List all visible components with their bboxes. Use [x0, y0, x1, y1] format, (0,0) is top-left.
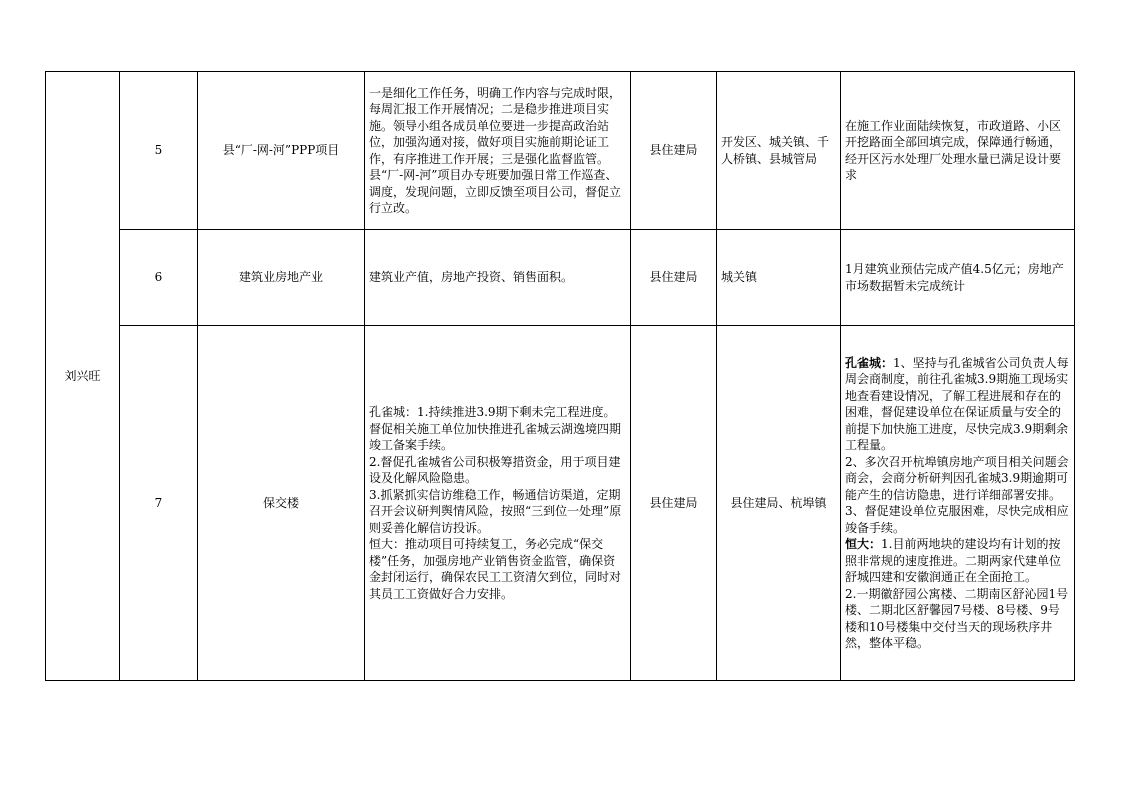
- progress-cell: [841, 72, 1075, 230]
- measures-text: 2.督促孔雀城省公司积极筹措资金，用于项目建设及化解风险隐患。: [369, 454, 621, 485]
- measures-text: 恒大：推动项目可持续复工，务必完成“保交楼”任务，加强房地产业销售资金监管，确保资金封闭运行，确保农民工工资清欠到位，同时对其员工工资做好合力安排。: [369, 537, 622, 601]
- lead-unit-cell: 县住建局: [631, 230, 717, 326]
- table-row: [46, 326, 1075, 681]
- measures-text: 3.抓紧抓实信访维稳工作，畅通信访渠道，定期召开会议研判舆情风险，按照“三到位一处理”原则妥善化解信访投诉。: [369, 487, 622, 535]
- row-number-cell: 6: [120, 230, 198, 326]
- project-name-cell: 县“厂-网-河”PPP项目: [198, 72, 365, 230]
- lead-unit-cell: 县住建局: [631, 72, 717, 230]
- progress-cell: [841, 326, 1075, 681]
- measures-text: 建筑业产值，房地产投资、销售面积。: [369, 270, 574, 285]
- progress-text: 3、督促建设单位克服困难，尽快完成相应竣备手续。: [845, 504, 1069, 535]
- responsible-leader-cell: 刘兴旺: [46, 72, 120, 681]
- progress-cell: [841, 230, 1075, 326]
- row-number-cell: 7: [120, 326, 198, 681]
- progress-text: 1.目前两地块的建设均有计划的按照非常规的速度推进。二期两家代建单位舒城四建和安徽润通正在全面抢工。: [845, 537, 1062, 584]
- project-name-cell: 保交楼: [198, 326, 365, 681]
- measures-cell: [365, 326, 631, 681]
- project-name-cell: 建筑业房地产业: [198, 230, 365, 326]
- progress-text: 2.一期徽舒园公寓楼、二期南区舒沁园1号楼、二期北区舒馨园7号楼、8号楼、9号楼和10号楼集中交付当天的现场秩序井然，整体平稳。: [845, 586, 1069, 650]
- table-row: [46, 72, 1075, 230]
- measures-cell: [365, 230, 631, 326]
- progress-label: 恒大：: [845, 537, 882, 551]
- cooperating-units-cell: 城关镇: [717, 230, 841, 326]
- progress-text: 1、坚持与孔雀城省公司负责人每周会商制度，前往孔雀城3.9期施工现场实地查看建设情况，了解工程进展和存在的困难，督促建设单位在保证质量与安全的前提下加快施工进度，尽快完成3.9期剩余工程量。: [845, 355, 1069, 452]
- progress-paragraph: [845, 536, 1070, 586]
- table-row: [46, 230, 1075, 326]
- measures-text: 孔雀城：1.持续推进3.9期下剩未完工程进度。督促相关施工单位加快推进孔雀城云湖逸境四期竣工备案手续。: [369, 405, 622, 452]
- measures-text: 一是细化工作任务，明确工作内容与完成时限，每周汇报工作开展情况；二是稳步推进项目实施。领导小组各成员单位要进一步提高政治站位，加强沟通对接，做好项目实施前期论证工作，有序推进工作开展；三是强化监督监管。县“厂-网-河”项目办专班要加强日常工作巡查、调度，发现问题，立即反馈至项目公司，督促立行立改。: [369, 85, 622, 215]
- progress-text: 2、多次召开杭埠镇房地产项目相关问题会商会，会商分析研判因孔雀城3.9期逾期可能产生的信访隐患，进行详细部署安排。: [845, 454, 1069, 502]
- row-number-cell: 5: [120, 72, 198, 230]
- lead-unit-cell: 县住建局: [631, 326, 717, 681]
- work-progress-table: [45, 71, 1075, 681]
- cooperating-units-cell: 县住建局、杭埠镇: [717, 326, 841, 681]
- progress-label: 孔雀城：: [845, 355, 894, 370]
- cooperating-units-cell: 开发区、城关镇、千人桥镇、县城管局: [717, 72, 841, 230]
- progress-text: 1月建筑业预估完成产值4.5亿元；房地产市场数据暂未完成统计: [845, 262, 1064, 293]
- progress-paragraph: [845, 355, 1070, 454]
- progress-text: 在施工作业面陆续恢复，市政道路、小区开挖路面全部回填完成，保障通行畅通，经开区污水处理厂处理水量已满足设计要求: [845, 118, 1062, 182]
- measures-cell: [365, 72, 631, 230]
